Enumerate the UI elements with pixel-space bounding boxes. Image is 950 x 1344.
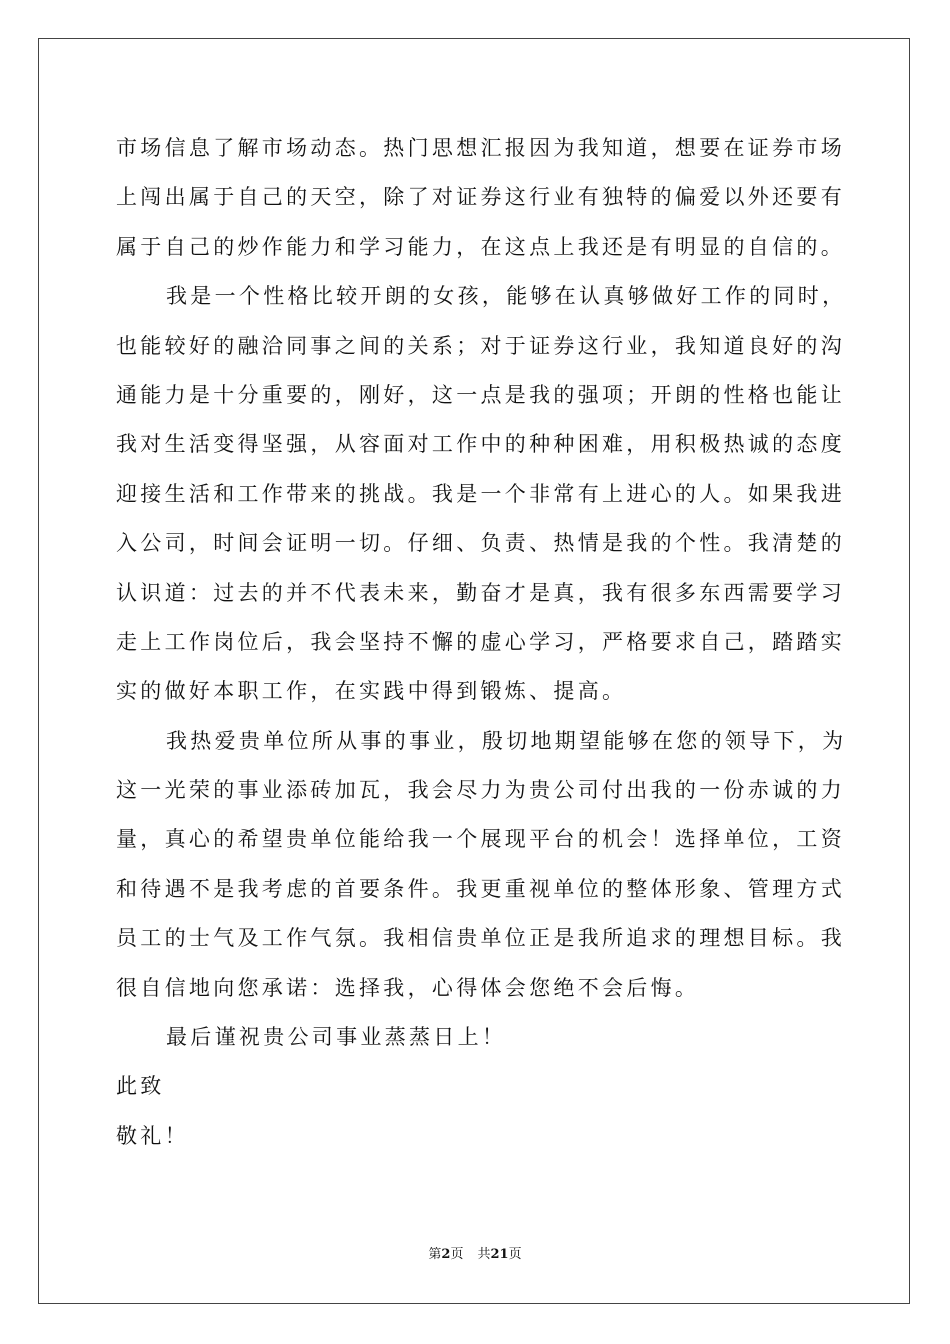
letter-body <box>116 124 847 1161</box>
body-line: 上闯出属于自己的天空，除了对证券这行业有独特的偏爱以外还要有 <box>116 185 845 210</box>
body-line: 这一光荣的事业添砖加瓦，我会尽力为贵公司付出我的一份赤诚的力 <box>116 778 845 803</box>
body-line: 市场信息了解市场动态。热门思想汇报因为我知道，想要在证券市场 <box>116 136 845 160</box>
salutation-line: 此致 <box>116 1074 165 1099</box>
paragraph-start-line: 我是一个性格比较开朗的女孩，能够在认真够做好工作的同时， <box>166 284 847 309</box>
body-line: 属于自己的炒作能力和学习能力，在这点上我还是有明显的自信的。 <box>116 234 845 259</box>
body-line: 实的做好本职工作，在实践中得到锻炼、提高。 <box>116 679 627 704</box>
total-prefix: 共 <box>477 1247 491 1262</box>
body-line: 通能力是十分重要的，刚好，这一点是我的强项；开朗的性格也能让 <box>116 382 845 407</box>
page-suffix: 页 <box>450 1247 464 1262</box>
page-footer <box>0 1246 950 1264</box>
body-line: 很自信地向您承诺：选择我，心得体会您绝不会后悔。 <box>116 975 700 1000</box>
body-line: 员工的士气及工作气氛。我相信贵单位正是我所追求的理想目标。我 <box>116 926 845 951</box>
total-pages: 21 <box>490 1247 509 1262</box>
body-line: 迎接生活和工作带来的挑战。我是一个非常有上进心的人。如果我进 <box>116 481 845 506</box>
salutation-regards: 敬礼！ <box>116 1123 189 1148</box>
body-line: 和待遇不是我考虑的首要条件。我更重视单位的整体形象、管理方式 <box>116 876 845 901</box>
body-line: 我对生活变得坚强，从容面对工作中的种种困难，用积极热诚的态度 <box>116 432 845 457</box>
page-number: 2 <box>441 1247 451 1262</box>
body-line: 走上工作岗位后，我会坚持不懈的虚心学习，严格要求自己，踏踏实 <box>116 629 845 654</box>
total-suffix: 页 <box>508 1247 522 1262</box>
paragraph-start-line: 我热爱贵单位所从事的事业，殷切地期望能够在您的领导下，为 <box>166 728 847 753</box>
body-line: 入公司，时间会证明一切。仔细、负责、热情是我的个性。我清楚的 <box>116 531 845 556</box>
body-line: 也能较好的融洽同事之间的关系；对于证券这行业，我知道良好的沟 <box>116 333 845 358</box>
body-line: 认识道：过去的并不代表未来，勤奋才是真，我有很多东西需要学习 <box>116 580 845 605</box>
body-line: 量，真心的希望贵单位能给我一个展现平台的机会！选择单位，工资 <box>116 827 845 852</box>
page-prefix: 第 <box>428 1247 442 1262</box>
closing-wish: 最后谨祝贵公司事业蒸蒸日上！ <box>166 1025 507 1050</box>
